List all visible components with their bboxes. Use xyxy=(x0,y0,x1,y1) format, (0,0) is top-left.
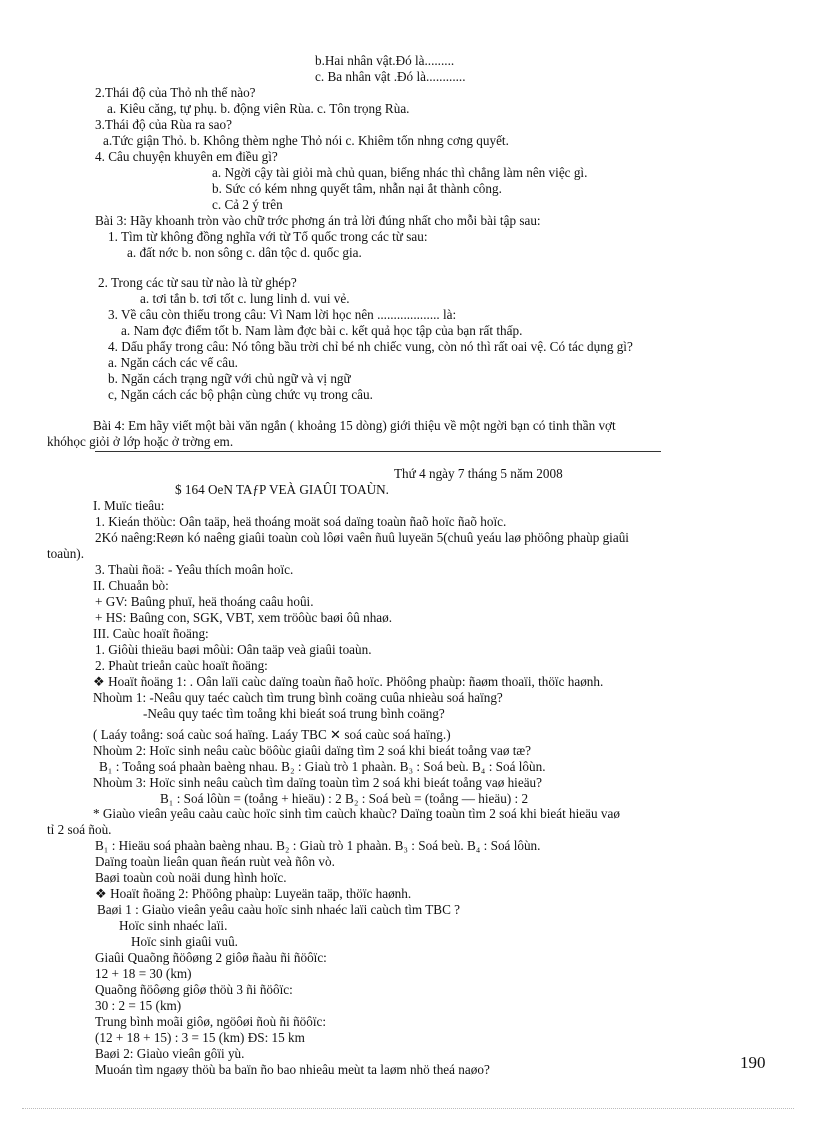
text-line: Muoán tìm ngaøy thöù ba baïn ño bao nhieâu meùt ta laøm nhö theá naøo? xyxy=(95,1062,490,1077)
text-line: II. Chuaån bò: xyxy=(93,578,169,593)
text-line: a. Ngời cậy tài giỏi mà chủ quan, biếng nhác thì chẳng làm nên việc gì. xyxy=(212,165,588,180)
text-line: toaùn). xyxy=(47,546,84,561)
text-line: 2. Phaùt trieån caùc hoaït ñoäng: xyxy=(95,658,268,673)
text-line: a.Tức giận Thỏ. b. Không thèm nghe Thỏ nói c. Khiêm tốn nhng cơng quyết. xyxy=(103,133,509,148)
text-line: -Neâu quy taéc tìm toång khi bieát soá trung bình coäng? xyxy=(143,706,445,721)
text-line: + HS: Baûng con, SGK, VBT, xem tröôùc baøi ôû nhaø. xyxy=(95,610,393,625)
text-line: 4. Câu chuyện khuyên em điều gì? xyxy=(95,149,278,164)
text-line: a. Ngăn cách các vế câu. xyxy=(108,355,238,370)
text-line: 1. Tìm từ không đồng nghĩa với từ Tổ quốc trong các từ sau: xyxy=(108,229,428,244)
text-line: a. tơi tắn b. tơi tốt c. lung linh d. vui vẻ. xyxy=(140,291,350,306)
text-line: B₁ : Hieäu soá phaàn baèng nhau. B₂ : Giaù trò 1 phaàn. B₃ : Soá beù. B₄ : Soá lôùn. xyxy=(95,838,541,853)
text-line: ❖ Hoaït ñoäng 2: Phöông phaùp: Luyeän taäp, thöïc haønh. xyxy=(95,886,412,901)
text-line: Bài 4: Em hãy viết một bài văn ngắn ( khoảng 15 dòng) giới thiệu về một ngời bạn có tinh thần vợt xyxy=(93,418,616,433)
text-line: tỉ 2 soá ñoù. xyxy=(47,822,112,837)
text-line: Daïng toaùn lieân quan ñeán ruùt veà ñôn vò. xyxy=(95,854,335,869)
text-line: ❖ Hoaït ñoäng 1: . Oân laïi caùc daïng toaùn ñaõ hoïc. Phöông phaùp: ñaøm thoaïi, thöïc haønh. xyxy=(93,674,604,689)
text-line: 1. Kieán thöùc: Oân taäp, heä thoáng moät soá daïng toaùn ñaõ hoïc ñaõ hoïc. xyxy=(95,514,507,529)
text-line: 3. Về câu còn thiếu trong câu: Vì Nam lời học nên ................... là: xyxy=(108,307,457,322)
text-line: Trung bình moãi giôø, ngöôøi ñoù ñi ñöôïc: xyxy=(95,1014,327,1029)
text-line: Nhoùm 3: Hoïc sinh neâu caùch tìm daïng toaùn tìm 2 soá khi bieát toång vaø hieäu? xyxy=(93,775,542,790)
text-line: 3. Thaùi ñoä: - Yeâu thích moân hoïc. xyxy=(95,562,294,577)
text-line: Hoïc sinh nhaéc laïi. xyxy=(119,918,228,933)
text-line: 2. Trong các từ sau từ nào là từ ghép? xyxy=(98,275,297,290)
text-line: c. Ba nhân vật .Đó là............ xyxy=(315,69,466,84)
text-line: Thứ 4 ngày 7 tháng 5 năm 2008 xyxy=(394,466,563,481)
page-number: 190 xyxy=(740,1053,766,1072)
text-line: 1. Giôùi thieäu baøi môùi: Oân taäp veà giaûi toaùn. xyxy=(95,642,372,657)
text-line: B₁ : Soá lôùn = (toång + hieäu) : 2 B₂ : Soá beù = (toång — hieäu) : 2 xyxy=(160,791,529,806)
text-line: Nhoùm 2: Hoïc sinh neâu caùc böôùc giaûi daïng tìm 2 soá khi bieát toång vaø tæ? xyxy=(93,743,532,758)
text-line: + GV: Baûng phuï, heä thoáng caâu hoûi. xyxy=(95,594,314,609)
text-line: khóhọc giỏi ở lớp hoặc ở trờng em. xyxy=(47,434,234,449)
text-line: a. Nam đợc điểm tốt b. Nam làm đợc bài c. kết quả học tập của bạn rất thấp. xyxy=(121,323,523,338)
text-line: 30 : 2 = 15 (km) xyxy=(95,998,182,1013)
text-line: 4. Dấu phẩy trong câu: Nó tông bầu trời chỉ bé nh chiếc vung, còn nó thì rất oai vệ. Có tác dụng gì? xyxy=(108,339,633,354)
text-line: Baøi 1 : Giaùo vieân yeâu caàu hoïc sinh nhaéc laïi caùch tìm TBC ? xyxy=(97,902,461,917)
text-line: 2Kó naêng:Reøn kó naêng giaûi toaùn coù lôøi vaên ñuû luyeän 5(chuû yeáu laø phöông phaùp giaûi xyxy=(95,530,629,545)
text-line: 12 + 18 = 30 (km) xyxy=(95,966,192,981)
text-line: III. Caùc hoaït ñoäng: xyxy=(93,626,209,641)
text-line: I. Muïc tieâu: xyxy=(93,498,165,513)
text-line: Baøi toaùn coù noäi dung hình hoïc. xyxy=(95,870,287,885)
text-line: a. đất nớc b. non sông c. dân tộc d. quốc gia. xyxy=(127,245,362,260)
text-line: c. Cả 2 ý trên xyxy=(212,197,283,212)
text-line: ( Laáy toång: soá caùc soá haïng. Laáy TBC ✕ soá caùc soá haïng.) xyxy=(93,727,451,742)
text-line: Bài 3: Hãy khoanh tròn vào chữ trớc phơng án trả lời đúng nhất cho mỗi bài tập sau: xyxy=(95,213,541,228)
text-line: $ 164 OeN TAƒP VEÀ GIAÛI TOAÙN. xyxy=(175,482,389,497)
text-line: * Giaùo vieân yeâu caàu caùc hoïc sinh tìm caùch khaùc? Daïng toaùn tìm 2 soá khi bieát hieäu vaø xyxy=(93,806,620,821)
text-line: B₁ : Toång soá phaàn baèng nhau. B₂ : Giaù trò 1 phaàn. B₃ : Soá beù. B₄ : Soá lôùn. xyxy=(99,759,546,774)
text-line: Baøi 2: Giaùo vieân gôïi yù. xyxy=(95,1046,245,1061)
text-line: a. Kiêu căng, tự phụ. b. động viên Rùa. c. Tôn trọng Rùa. xyxy=(107,101,410,116)
text-line: b.Hai nhân vật.Đó là......... xyxy=(315,53,455,68)
text-line: Nhoùm 1: -Neâu quy taéc caùch tìm trung bình coäng cuûa nhieàu soá haïng? xyxy=(93,690,503,705)
text-line: (12 + 18 + 15) : 3 = 15 (km) ĐS: 15 km xyxy=(95,1030,305,1045)
text-line: b. Sức có kém nhng quyết tâm, nhẫn nại ắt thành công. xyxy=(212,181,502,196)
text-line: Hoïc sinh giaûi vuû. xyxy=(131,934,238,949)
text-line: 2.Thái độ của Thỏ nh thế nào? xyxy=(95,85,256,100)
section-divider xyxy=(95,451,661,452)
text-line: Giaûi Quaõng ñöôøng 2 giôø ñaàu ñi ñöôïc: xyxy=(95,950,327,965)
text-line: b. Ngăn cách trạng ngữ với chủ ngữ và vị ngữ xyxy=(108,371,351,386)
text-line: c, Ngăn cách các bộ phận cùng chức vụ trong câu. xyxy=(108,387,373,402)
page-bottom-border xyxy=(22,1108,794,1109)
text-line: 3.Thái độ của Rùa ra sao? xyxy=(95,117,232,132)
text-line: Quaõng ñöôøng giôø thöù 3 ñi ñöôïc: xyxy=(95,982,293,997)
